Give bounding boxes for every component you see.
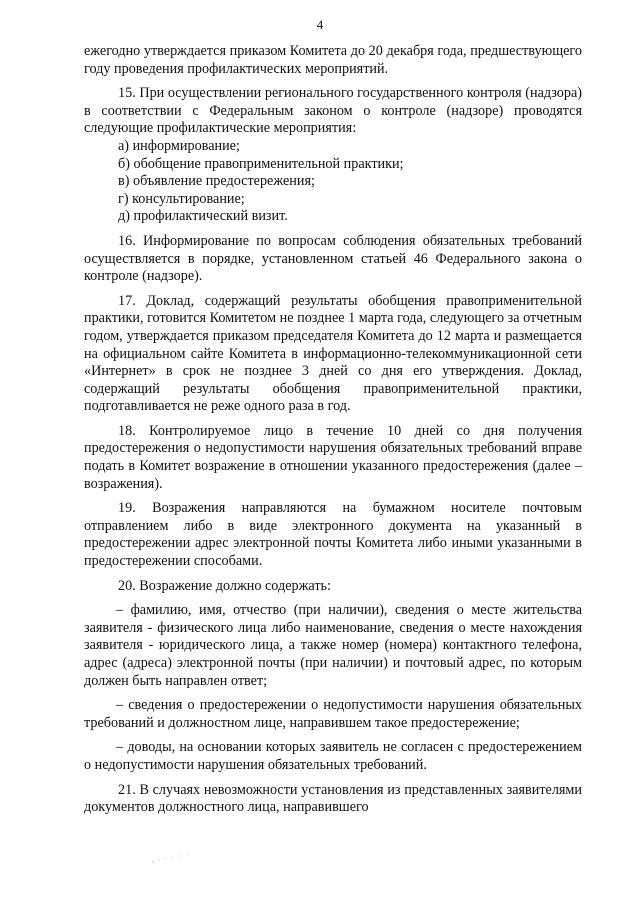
list-item: а) информирование;	[118, 137, 240, 154]
paragraph-continuation: ежегодно утверждается приказом Комитета до 20 декабря года, предшествующего году проведения профилактических мероприятий.	[84, 43, 582, 77]
paragraph-21: 21. В случаях невозможности установления из представленных заявителями документов должностного лица, направившего	[84, 781, 582, 816]
list-item: г) консультирование;	[118, 190, 245, 207]
list-item: д) профилактический визит.	[118, 208, 288, 225]
paragraph-15: 15. При осуществлении регионального государственного контроля (надзора) в соответствии с Федеральным законом о контроле (надзоре) проводятся следующие профилактические мероприятия:	[84, 85, 582, 137]
paragraph-20: 20. Возражение должно содержать:	[118, 577, 331, 594]
page-number: 4	[316, 17, 324, 32]
paragraph-17: 17. Доклад, содержащий результаты обобщения правоприменительной практики, готовится Комитетом не позднее 1 марта года, следующего за отчетным годом, утверждается приказом председателя Комитета до 12 марта и размещается на официальном сайте Комитета в информационно-телекоммуникационной сети «Интернет» в срок не позднее 3 дней со дня его утверждения. Доклад, содержащий результаты обобщения правоприменительной практики, подготавливается не реже одного раза в год.	[84, 292, 582, 415]
paragraph-19: 19. Возражения направляются на бумажном носителе почтовым отправлением либо в виде электронного документа на указанный в предостережении адрес электронной почты Комитета либо иными указанными в предостережении способами.	[84, 500, 582, 570]
list-item: – фамилию, имя, отчество (при наличии), сведения о месте жительства заявителя - физического лица либо наименование, сведения о месте нахождения заявителя - юридического лица, а также номер (номера) контактного телефона, адрес (адреса) электронной почты (при наличии) и почтовый адрес, по которым должен быть направлен ответ;	[84, 602, 582, 689]
list-item: в) объявление предостережения;	[118, 173, 315, 190]
document-body	[84, 43, 582, 817]
list-item: – сведения о предостережении о недопустимости нарушения обязательных требований и должностном лице, направившем такое предостережение;	[84, 697, 582, 731]
paragraph-18: 18. Контролируемое лицо в течение 10 дней со дня получения предостережения о недопустимости нарушения обязательных требований вправе подать в Комитет возражение в отношении указанного предостережения (далее – возражения).	[84, 422, 582, 492]
list-item: – доводы, на основании которых заявитель не согласен с предостережением о недопустимости нарушения обязательных требований.	[84, 739, 582, 773]
scan-speck-mark	[150, 853, 192, 865]
paragraph-16: 16. Информирование по вопросам соблюдения обязательных требований осуществляется в порядке, установленном статьей 46 Федерального закона о контроле (надзоре).	[84, 232, 582, 285]
list-item: б) обобщение правоприменительной практики;	[118, 155, 404, 172]
